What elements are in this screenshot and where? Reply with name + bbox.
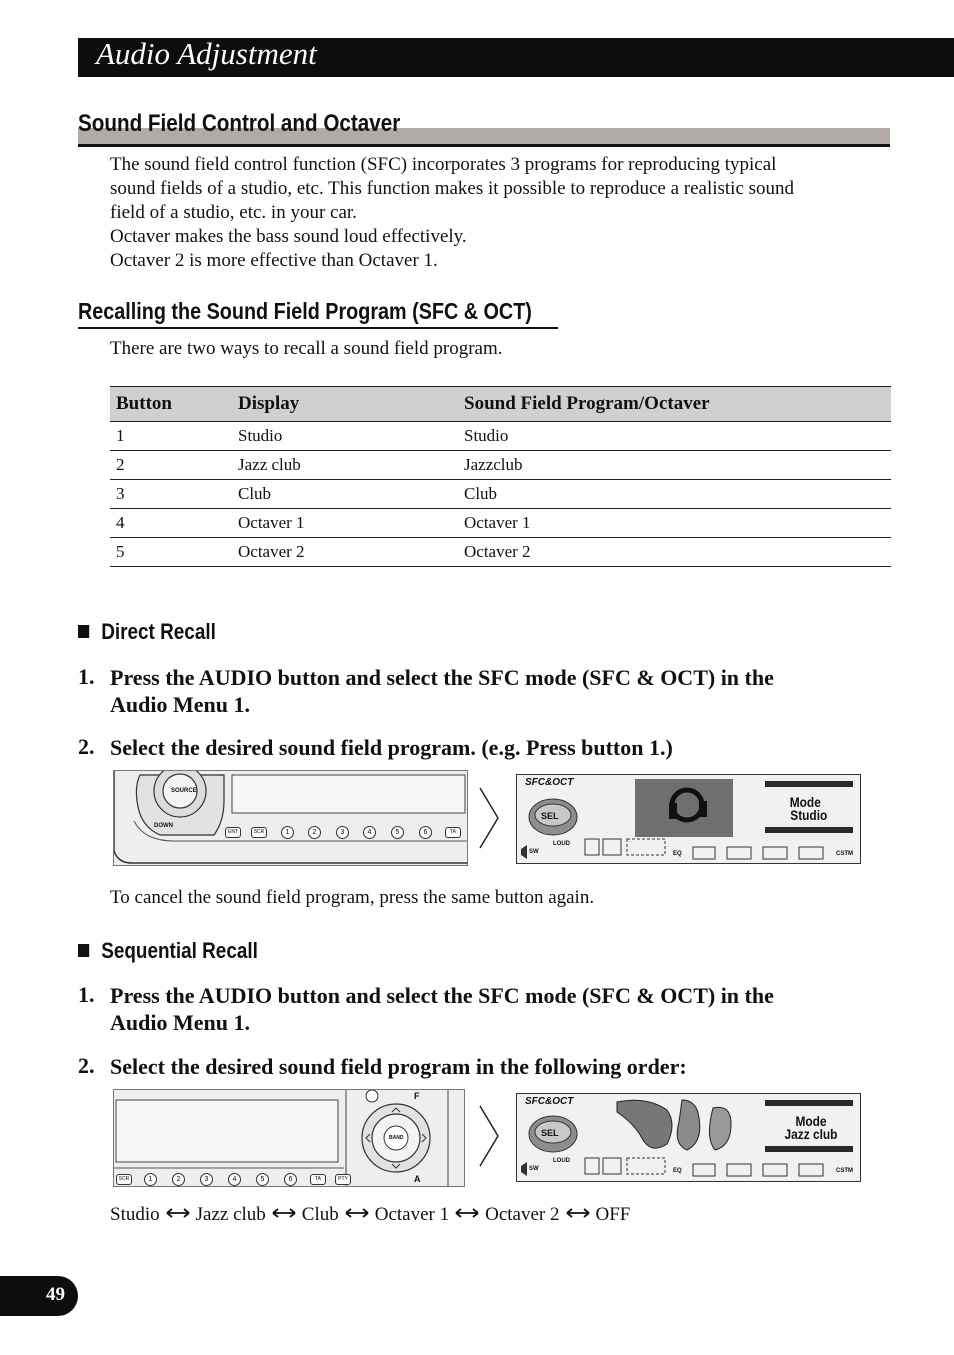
table-cell: Club — [232, 480, 458, 509]
sequential-recall-heading — [78, 938, 258, 964]
preset-button: 5 — [391, 826, 404, 839]
sequential-recall-heading-text: Sequential Recall — [101, 938, 258, 963]
step-number: 2. — [78, 1053, 95, 1078]
table-header-cell: Display — [232, 387, 458, 422]
loud-label: LOUD — [553, 1158, 570, 1164]
cstm-label: CSTM — [836, 851, 853, 857]
head-unit-illustration — [113, 770, 468, 866]
section-paragraph-line: sound fields of a studio, etc. This function makes it possible to reproduce a realistic sound — [110, 178, 795, 199]
preset-button: 4 — [363, 826, 376, 839]
subsection-title: Recalling the Sound Field Program (SFC & OCT) — [78, 298, 532, 324]
section-paragraph-line: The sound field control function (SFC) incorporates 3 programs for reproducing typical — [110, 154, 777, 175]
sw-label: SW — [529, 849, 539, 855]
order-item: Club — [301, 1204, 339, 1225]
order-item: Jazz club — [195, 1204, 266, 1225]
mode-value: Jazz club — [784, 1126, 838, 1142]
order-item: Octaver 1 — [374, 1204, 450, 1225]
section-paragraph-line: Octaver makes the bass sound loud effectively. — [110, 226, 467, 247]
head-unit-outline — [114, 771, 467, 865]
section-title: Sound Field Control and Octaver — [78, 110, 401, 137]
table-cell: Octaver 1 — [458, 509, 891, 538]
double-arrow-icon — [166, 1208, 190, 1218]
table-row — [110, 538, 891, 567]
chevron-right-icon — [478, 1104, 500, 1168]
table-cell: Octaver 2 — [232, 538, 458, 567]
ta-button: TA — [445, 827, 461, 838]
cancel-note: To cancel the sound field program, press the same button again. — [110, 887, 595, 908]
step-text: Audio Menu 1. — [110, 1010, 250, 1035]
step-number: 1. — [78, 664, 95, 689]
table-header-row — [110, 387, 891, 422]
subsection-intro: There are two ways to recall a sound field program. — [110, 338, 503, 359]
double-arrow-icon — [566, 1208, 590, 1218]
preset-button: 3 — [336, 826, 349, 839]
sequence-order — [110, 1204, 630, 1226]
direct-recall-heading-text: Direct Recall — [101, 619, 216, 644]
head-unit-illustration — [113, 1089, 465, 1187]
eq-label: EQ — [673, 1168, 682, 1174]
chevron-right-icon — [478, 786, 500, 850]
sel-label: SEL — [541, 811, 559, 821]
ta-button: TA — [310, 1174, 326, 1185]
table-cell: Club — [458, 480, 891, 509]
preset-button: 1 — [144, 1173, 157, 1186]
order-item: Octaver 2 — [485, 1204, 560, 1225]
ent-button: ENT — [225, 827, 241, 838]
scr-button: SCR — [251, 827, 267, 838]
table-cell: Studio — [458, 422, 891, 451]
table-cell: Jazz club — [232, 451, 458, 480]
page-header-title: Audio Adjustment — [96, 36, 317, 71]
a-label: A — [414, 1174, 421, 1184]
cstm-label: CSTM — [836, 1168, 853, 1174]
step-text: Select the desired sound field program in the following order: — [110, 1054, 687, 1079]
sel-label: SEL — [541, 1128, 559, 1138]
table-row — [110, 509, 891, 538]
f-label: F — [414, 1091, 420, 1101]
preset-button: 5 — [256, 1173, 269, 1186]
bullet-square-icon — [78, 944, 89, 957]
step-text: Audio Menu 1. — [110, 692, 250, 717]
head-unit-outline — [114, 1090, 464, 1186]
preset-button: 6 — [419, 826, 432, 839]
table-cell: 2 — [110, 451, 232, 480]
table-cell: Octaver 1 — [232, 509, 458, 538]
loud-label: LOUD — [553, 841, 570, 847]
table-cell: 3 — [110, 480, 232, 509]
table-cell: Octaver 2 — [458, 538, 891, 567]
step-text: Press the AUDIO button and select the SFC mode (SFC & OCT) in the — [110, 665, 774, 690]
preset-button: 1 — [281, 826, 294, 839]
mode-label: Mode — [795, 1113, 827, 1129]
step-text: Select the desired sound field program. (e.g. Press button 1.) — [110, 735, 673, 760]
preset-button: 2 — [308, 826, 321, 839]
table-row — [110, 451, 891, 480]
sfc-oct-tag: SFC&OCT — [525, 1096, 574, 1107]
table-row — [110, 480, 891, 509]
table-cell: Studio — [232, 422, 458, 451]
preset-button: 4 — [228, 1173, 241, 1186]
table-cell: 5 — [110, 538, 232, 567]
table-header-cell: Button — [110, 387, 232, 422]
double-arrow-icon — [455, 1208, 479, 1218]
scr-button: SCR — [116, 1174, 132, 1185]
band-label: BAND — [389, 1135, 404, 1141]
source-label: SOURCE — [171, 788, 197, 794]
page-number-tab — [0, 1276, 78, 1316]
step-number: 2. — [78, 734, 95, 759]
table-header-cell: Sound Field Program/Octaver — [458, 387, 891, 422]
double-arrow-icon — [272, 1208, 296, 1218]
sw-label: SW — [529, 1166, 539, 1172]
step-text: Press the AUDIO button and select the SFC mode (SFC & OCT) in the — [110, 983, 774, 1008]
section-title-rule — [78, 144, 890, 147]
preset-button: 3 — [200, 1173, 213, 1186]
mode-label: Mode — [789, 794, 821, 810]
double-arrow-icon — [345, 1208, 369, 1218]
table-cell: Jazzclub — [458, 451, 891, 480]
pty-button: PTY — [335, 1174, 351, 1185]
preset-button: 6 — [284, 1173, 297, 1186]
page-number: 49 — [46, 1284, 65, 1305]
display-screen-jazz-club — [516, 1093, 861, 1182]
order-item: OFF — [595, 1204, 631, 1225]
sound-field-table — [110, 386, 891, 567]
display-screen-studio — [516, 774, 861, 864]
section-paragraph-line: field of a studio, etc. in your car. — [110, 202, 357, 223]
sfc-oct-tag: SFC&OCT — [525, 777, 574, 788]
preset-button: 2 — [172, 1173, 185, 1186]
mode-value: Studio — [790, 807, 828, 823]
direct-recall-heading — [78, 619, 216, 645]
table-cell: 4 — [110, 509, 232, 538]
step-number: 1. — [78, 982, 95, 1007]
down-label: DOWN — [154, 823, 173, 829]
table-row — [110, 422, 891, 451]
table-cell: 1 — [110, 422, 232, 451]
bullet-square-icon — [78, 625, 89, 638]
eq-label: EQ — [673, 851, 682, 857]
subsection-underline — [78, 327, 558, 329]
section-paragraph-line: Octaver 2 is more effective than Octaver 1. — [110, 250, 438, 271]
order-item: Studio — [110, 1204, 160, 1225]
